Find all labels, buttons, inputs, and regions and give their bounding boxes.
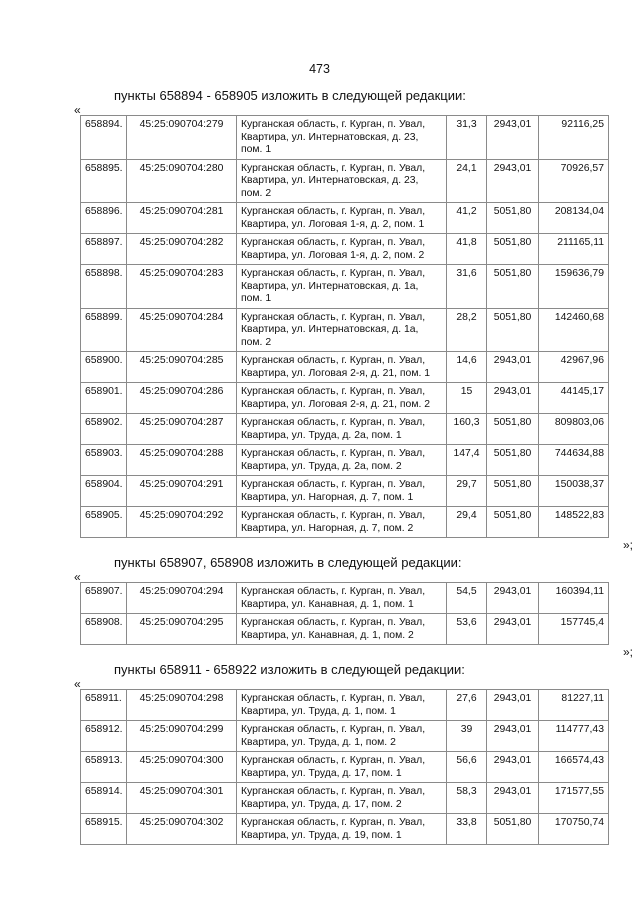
cell-area: 53,6 (447, 614, 487, 645)
table-row (81, 583, 609, 614)
cell-area: 54,5 (447, 583, 487, 614)
cell-rate: 2943,01 (487, 352, 539, 383)
cell-address: Курганская область, г. Курган, п. Увал, Квартира, ул. Интернатовская, д. 1а, пом. 2 (237, 308, 447, 352)
cell-cadastral-number: 45:25:090704:292 (127, 507, 237, 538)
cell-cadastral-number: 45:25:090704:301 (127, 783, 237, 814)
table-row (81, 783, 609, 814)
cell-rate: 5051,80 (487, 445, 539, 476)
cell-area: 15 (447, 383, 487, 414)
table-row (81, 690, 609, 721)
property-table (80, 582, 609, 645)
cell-cost: 148522,83 (539, 507, 609, 538)
cell-cadastral-number: 45:25:090704:294 (127, 583, 237, 614)
opening-quote: « (74, 570, 81, 584)
cell-cadastral-number: 45:25:090704:284 (127, 308, 237, 352)
cell-area: 31,3 (447, 116, 487, 160)
cell-address: Курганская область, г. Курган, п. Увал, Квартира, ул. Логовая 2-я, д. 21, пом. 1 (237, 352, 447, 383)
cell-cadastral-number: 45:25:090704:279 (127, 116, 237, 160)
cell-item-number: 658899. (81, 308, 127, 352)
cell-cadastral-number: 45:25:090704:280 (127, 159, 237, 203)
cell-area: 56,6 (447, 752, 487, 783)
page-number: 473 (309, 62, 330, 76)
cell-cadastral-number: 45:25:090704:295 (127, 614, 237, 645)
cell-area: 31,6 (447, 265, 487, 309)
cell-rate: 5051,80 (487, 203, 539, 234)
cell-rate: 5051,80 (487, 414, 539, 445)
cell-address: Курганская область, г. Курган, п. Увал, Квартира, ул. Труда, д. 17, пом. 2 (237, 783, 447, 814)
cell-address: Курганская область, г. Курган, п. Увал, Квартира, ул. Труда, д. 17, пом. 1 (237, 752, 447, 783)
cell-cost: 211165,11 (539, 234, 609, 265)
cell-cost: 92116,25 (539, 116, 609, 160)
cell-rate: 2943,01 (487, 383, 539, 414)
cell-area: 33,8 (447, 814, 487, 845)
cell-rate: 5051,80 (487, 814, 539, 845)
cell-cost: 42967,96 (539, 352, 609, 383)
cell-area: 41,2 (447, 203, 487, 234)
cell-cadastral-number: 45:25:090704:285 (127, 352, 237, 383)
cell-rate: 2943,01 (487, 614, 539, 645)
amendment-intro: пункты 658894 - 658905 изложить в следующей редакции: (114, 88, 466, 103)
cell-cost: 70926,57 (539, 159, 609, 203)
cell-address: Курганская область, г. Курган, п. Увал, Квартира, ул. Труда, д. 2а, пом. 1 (237, 414, 447, 445)
cell-item-number: 658896. (81, 203, 127, 234)
cell-item-number: 658908. (81, 614, 127, 645)
amendment-section (0, 662, 639, 845)
cell-rate: 2943,01 (487, 721, 539, 752)
cell-address: Курганская область, г. Курган, п. Увал, Квартира, ул. Нагорная, д. 7, пом. 1 (237, 476, 447, 507)
cell-address: Курганская область, г. Курган, п. Увал, Квартира, ул. Труда, д. 1, пом. 1 (237, 690, 447, 721)
table-row (81, 352, 609, 383)
cell-cost: 160394,11 (539, 583, 609, 614)
cell-cadastral-number: 45:25:090704:283 (127, 265, 237, 309)
cell-area: 24,1 (447, 159, 487, 203)
cell-item-number: 658902. (81, 414, 127, 445)
cell-rate: 5051,80 (487, 476, 539, 507)
closing-quote: »; (622, 538, 633, 552)
cell-rate: 2943,01 (487, 752, 539, 783)
cell-item-number: 658913. (81, 752, 127, 783)
amendment-intro: пункты 658911 - 658922 изложить в следующей редакции: (114, 662, 465, 677)
cell-item-number: 658905. (81, 507, 127, 538)
table-row (81, 159, 609, 203)
cell-cadastral-number: 45:25:090704:286 (127, 383, 237, 414)
table-row (81, 383, 609, 414)
closing-quote: »; (622, 645, 633, 659)
cell-cadastral-number: 45:25:090704:291 (127, 476, 237, 507)
cell-rate: 5051,80 (487, 507, 539, 538)
cell-address: Курганская область, г. Курган, п. Увал, Квартира, ул. Канавная, д. 1, пом. 2 (237, 614, 447, 645)
table-row (81, 445, 609, 476)
cell-address: Курганская область, г. Курган, п. Увал, Квартира, ул. Интернатовская, д. 23, пом. 2 (237, 159, 447, 203)
cell-address: Курганская область, г. Курган, п. Увал, Квартира, ул. Интернатовская, д. 1а, пом. 1 (237, 265, 447, 309)
opening-quote: « (74, 677, 81, 691)
cell-cadastral-number: 45:25:090704:302 (127, 814, 237, 845)
cell-item-number: 658901. (81, 383, 127, 414)
cell-address: Курганская область, г. Курган, п. Увал, Квартира, ул. Логовая 1-я, д. 2, пом. 1 (237, 203, 447, 234)
cell-item-number: 658903. (81, 445, 127, 476)
table-row (81, 721, 609, 752)
cell-item-number: 658900. (81, 352, 127, 383)
cell-cost: 150038,37 (539, 476, 609, 507)
cell-cost: 171577,55 (539, 783, 609, 814)
cell-rate: 2943,01 (487, 583, 539, 614)
cell-area: 14,6 (447, 352, 487, 383)
cell-address: Курганская область, г. Курган, п. Увал, Квартира, ул. Канавная, д. 1, пом. 1 (237, 583, 447, 614)
cell-address: Курганская область, г. Курган, п. Увал, Квартира, ул. Нагорная, д. 7, пом. 2 (237, 507, 447, 538)
property-table (80, 689, 609, 845)
cell-item-number: 658895. (81, 159, 127, 203)
table-row (81, 414, 609, 445)
cell-area: 29,7 (447, 476, 487, 507)
cell-address: Курганская область, г. Курган, п. Увал, Квартира, ул. Труда, д. 1, пом. 2 (237, 721, 447, 752)
cell-cost: 159636,79 (539, 265, 609, 309)
table-row (81, 308, 609, 352)
cell-cost: 81227,11 (539, 690, 609, 721)
cell-address: Курганская область, г. Курган, п. Увал, Квартира, ул. Логовая 2-я, д. 21, пом. 2 (237, 383, 447, 414)
cell-rate: 5051,80 (487, 308, 539, 352)
cell-rate: 5051,80 (487, 234, 539, 265)
cell-rate: 2943,01 (487, 159, 539, 203)
cell-item-number: 658894. (81, 116, 127, 160)
cell-area: 41,8 (447, 234, 487, 265)
cell-cadastral-number: 45:25:090704:287 (127, 414, 237, 445)
cell-cost: 157745,4 (539, 614, 609, 645)
cell-area: 39 (447, 721, 487, 752)
cell-area: 147,4 (447, 445, 487, 476)
table-row (81, 476, 609, 507)
cell-cost: 208134,04 (539, 203, 609, 234)
cell-address: Курганская область, г. Курган, п. Увал, Квартира, ул. Труда, д. 2а, пом. 2 (237, 445, 447, 476)
cell-area: 27,6 (447, 690, 487, 721)
cell-cadastral-number: 45:25:090704:299 (127, 721, 237, 752)
cell-cadastral-number: 45:25:090704:281 (127, 203, 237, 234)
property-table (80, 115, 609, 538)
cell-cost: 114777,43 (539, 721, 609, 752)
cell-cadastral-number: 45:25:090704:282 (127, 234, 237, 265)
cell-cost: 142460,68 (539, 308, 609, 352)
amendment-section (0, 88, 639, 553)
cell-item-number: 658915. (81, 814, 127, 845)
cell-item-number: 658907. (81, 583, 127, 614)
cell-item-number: 658904. (81, 476, 127, 507)
table-row (81, 507, 609, 538)
table-row (81, 814, 609, 845)
cell-area: 28,2 (447, 308, 487, 352)
cell-item-number: 658911. (81, 690, 127, 721)
cell-rate: 2943,01 (487, 690, 539, 721)
table-row (81, 752, 609, 783)
table-row (81, 265, 609, 309)
table-row (81, 234, 609, 265)
amendment-section (0, 555, 639, 660)
cell-rate: 2943,01 (487, 116, 539, 160)
cell-rate: 2943,01 (487, 783, 539, 814)
cell-item-number: 658914. (81, 783, 127, 814)
document-body (0, 88, 639, 845)
cell-cost: 744634,88 (539, 445, 609, 476)
cell-area: 29,4 (447, 507, 487, 538)
cell-cadastral-number: 45:25:090704:300 (127, 752, 237, 783)
cell-item-number: 658897. (81, 234, 127, 265)
cell-cost: 166574,43 (539, 752, 609, 783)
cell-area: 58,3 (447, 783, 487, 814)
cell-cost: 170750,74 (539, 814, 609, 845)
cell-cost: 809803,06 (539, 414, 609, 445)
cell-rate: 5051,80 (487, 265, 539, 309)
opening-quote: « (74, 103, 81, 117)
cell-cadastral-number: 45:25:090704:288 (127, 445, 237, 476)
cell-item-number: 658898. (81, 265, 127, 309)
table-row (81, 203, 609, 234)
cell-address: Курганская область, г. Курган, п. Увал, Квартира, ул. Логовая 1-я, д. 2, пом. 2 (237, 234, 447, 265)
amendment-intro: пункты 658907, 658908 изложить в следующей редакции: (114, 555, 462, 570)
cell-address: Курганская область, г. Курган, п. Увал, Квартира, ул. Интернатовская, д. 23, пом. 1 (237, 116, 447, 160)
table-row (81, 116, 609, 160)
cell-area: 160,3 (447, 414, 487, 445)
cell-address: Курганская область, г. Курган, п. Увал, Квартира, ул. Труда, д. 19, пом. 1 (237, 814, 447, 845)
table-row (81, 614, 609, 645)
cell-cost: 44145,17 (539, 383, 609, 414)
cell-item-number: 658912. (81, 721, 127, 752)
cell-cadastral-number: 45:25:090704:298 (127, 690, 237, 721)
